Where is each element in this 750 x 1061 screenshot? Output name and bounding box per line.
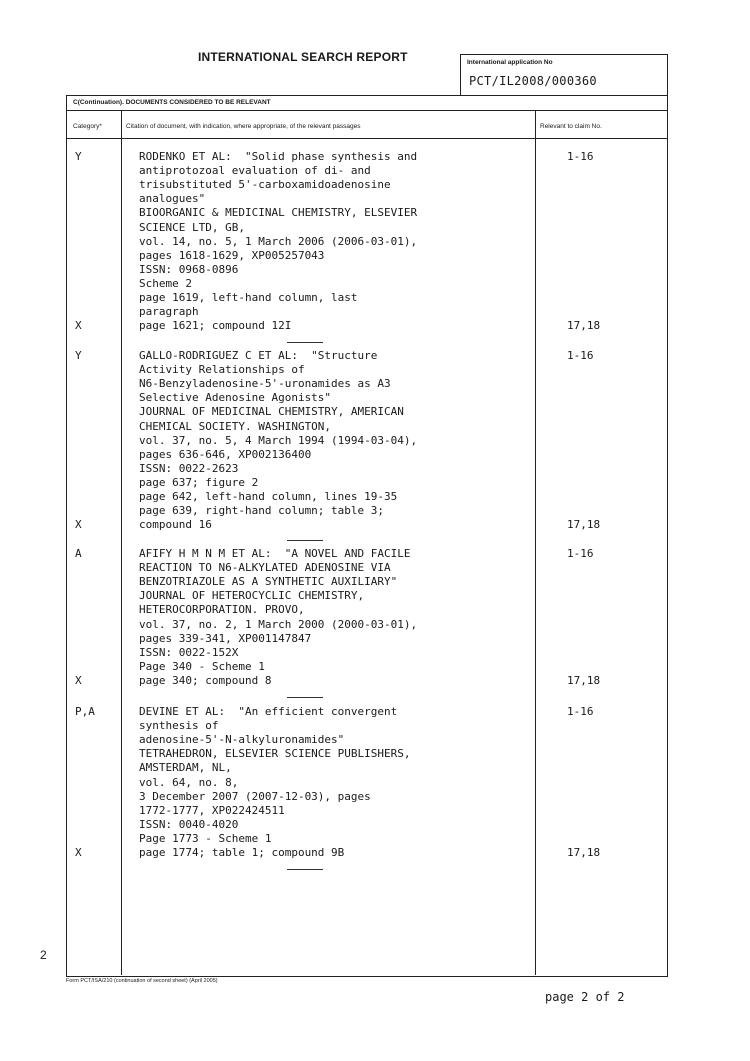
application-number-label: International application No (467, 59, 553, 66)
relevant-claims: 1-16 (567, 547, 594, 560)
report-title: INTERNATIONAL SEARCH REPORT (198, 50, 408, 64)
citation-line: BIOORGANIC & MEDICINAL CHEMISTRY, ELSEVIER (139, 206, 418, 220)
citation-line: ISSN: 0022-152X (139, 645, 239, 659)
category-code: Y (75, 150, 82, 163)
citation-line: Selective Adenosine Agonists" (139, 391, 332, 405)
citation-line: ISSN: 0968-0896 (139, 262, 239, 276)
citation-line: SCIENCE LTD, GB, (139, 220, 245, 234)
citation-line: analogues" (139, 192, 206, 206)
citation-line: page 637; figure 2 (139, 475, 259, 489)
entry-separator (287, 342, 323, 343)
category-code: X (75, 518, 82, 532)
category-column-header: Category* (73, 123, 102, 130)
citation-line: antiprotozoal evaluation of di- and (139, 164, 371, 178)
documents-table (66, 95, 668, 977)
entry-separator (287, 697, 323, 698)
category-code: X (75, 319, 82, 333)
relevant-claims: 17,18 (567, 518, 601, 532)
citation-line: JOURNAL OF MEDICINAL CHEMISTRY, AMERICAN (139, 405, 404, 419)
citation-line: TETRAHEDRON, ELSEVIER SCIENCE PUBLISHERS, (139, 747, 411, 761)
relevant-column-divider (535, 110, 536, 975)
citation-line: Page 340 - Scheme 1 (139, 659, 265, 673)
sheet-number: 2 (40, 948, 47, 962)
category-code: X (75, 846, 82, 859)
citation-line: page 340; compound 8 (139, 673, 272, 687)
citation-line: JOURNAL OF HETEROCYCLIC CHEMISTRY, (139, 589, 365, 603)
citation-line: ISSN: 0022-2623 (139, 461, 239, 475)
citation-line: vol. 37, no. 5, 4 March 1994 (1994-03-04), (139, 433, 418, 447)
relevant-claims: 1-16 (567, 150, 594, 163)
citation-line: HETEROCORPORATION. PROVO, (139, 603, 305, 617)
relevant-claims: 1-16 (567, 705, 594, 718)
citation-line: GALLO-RODRIGUEZ C ET AL: "Structure (139, 349, 378, 362)
application-number-box (460, 54, 668, 96)
citation-line: pages 339-341, XP001147847 (139, 631, 312, 645)
section-divider (67, 110, 667, 111)
application-number: PCT/IL2008/000360 (469, 74, 597, 88)
citation-line: N6-Benzyladenosine-5'-uronamides as A3 (139, 377, 391, 391)
form-footer: Form PCT/ISA/210 (continuation of second sheet) (April 2005) (66, 978, 218, 984)
entry-separator (287, 869, 323, 870)
category-code: P,A (75, 705, 95, 718)
relevant-claims: 17,18 (567, 319, 601, 333)
citation-line: compound 16 (139, 518, 212, 532)
citation-line: page 642, left-hand column, lines 19-35 (139, 490, 398, 503)
category-column-divider (121, 110, 122, 975)
citation-line: AMSTERDAM, NL, (139, 761, 232, 775)
citation-line: page 1621; compound 12I (139, 319, 292, 333)
page-label: page 2 of 2 (545, 990, 625, 1004)
citation-line: trisubstituted 5'-carboxamidoadenosine (139, 178, 391, 192)
citation-line: vol. 64, no. 8, (139, 775, 239, 789)
category-code: A (75, 547, 82, 560)
citation-line: 1772-1777, XP022424511 (139, 803, 285, 817)
citation-line: DEVINE ET AL: "An efficient convergent (139, 705, 398, 718)
relevant-claims: 17,18 (567, 673, 601, 687)
citation-line: page 1619, left-hand column, last (139, 291, 358, 304)
citation-line: 3 December 2007 (2007-12-03), pages (139, 789, 371, 803)
citation-line: vol. 14, no. 5, 1 March 2006 (2006-03-01), (139, 234, 418, 248)
citation-line: page 639, right-hand column; table 3; (139, 504, 385, 518)
citation-line: Activity Relationships of (139, 363, 305, 377)
citation-line: AFIFY H M N M ET AL: "A NOVEL AND FACILE (139, 547, 411, 560)
citation-line: REACTION TO N6-ALKYLATED ADENOSINE VIA (139, 561, 391, 575)
citation-line: Page 1773 - Scheme 1 (139, 831, 272, 845)
citation-line: adenosine-5'-N-alkyluronamides" (139, 733, 345, 747)
citation-line: RODENKO ET AL: "Solid phase synthesis and (139, 150, 418, 163)
citation-line: vol. 37, no. 2, 1 March 2000 (2000-03-01), (139, 617, 418, 631)
relevant-claims: 1-16 (567, 349, 594, 362)
category-code: X (75, 673, 82, 687)
section-heading: C(Continuation). DOCUMENTS CONSIDERED TO BE RELEVANT (73, 99, 271, 106)
citation-line: page 1774; table 1; compound 9B (139, 846, 345, 859)
citation-line: ISSN: 0040-4020 (139, 817, 239, 831)
relevant-claims: 17,18 (567, 846, 601, 859)
citation-line: pages 636-646, XP002136400 (139, 447, 312, 461)
citation-line: paragraph (139, 305, 199, 319)
citation-line: pages 1618-1629, XP005257043 (139, 248, 325, 262)
citation-line: BENZOTRIAZOLE AS A SYNTHETIC AUXILIARY" (139, 575, 398, 589)
header-divider (67, 138, 667, 139)
entry-separator (287, 540, 323, 541)
relevant-column-header: Relevant to claim No. (540, 123, 602, 130)
citation-line: synthesis of (139, 719, 219, 733)
citation-line: Scheme 2 (139, 276, 192, 290)
citation-column-header: Citation of document, with indication, where appropriate, of the relevant passages (126, 123, 361, 130)
citation-line: CHEMICAL SOCIETY. WASHINGTON, (139, 419, 332, 433)
category-code: Y (75, 349, 82, 362)
